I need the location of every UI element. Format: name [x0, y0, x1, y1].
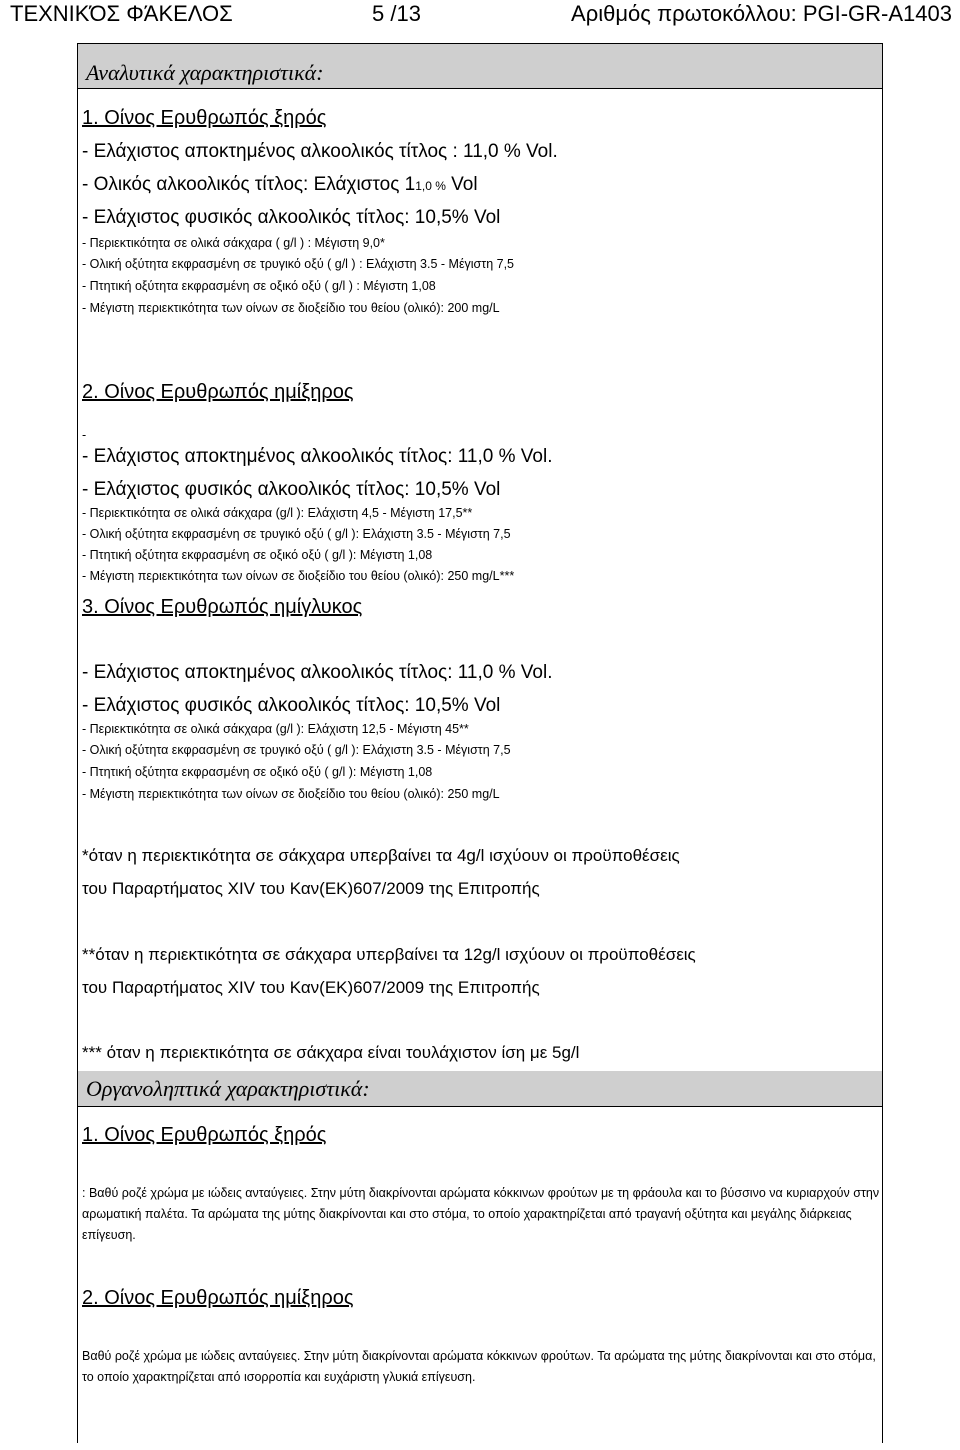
s1-line-3: - Ελάχιστος φυσικός αλκοολικός τίτλος: 10,5% Vol: [82, 207, 501, 228]
s2-line-1: - Ελάχιστος αποκτημένος αλκοολικός τίτλος: 11,0 % Vol.: [82, 446, 553, 467]
page-number: 5 /13: [372, 1, 421, 26]
s1-line-7: - Μέγιστη περιεκτικότητα των οίνων σε διοξείδιο του θείου (ολικό): 200 mg/L: [82, 301, 500, 315]
note-2-line-2: του Παραρτήματος XIV του Καν(ΕΚ)607/2009 της Επιτροπής: [82, 978, 540, 997]
analytical-heading-band: [77, 43, 883, 89]
s3-line-5: - Πτητική οξύτητα εκφρασμένη σε οξικό οξύ ( g/l ): Μέγιστη 1,08: [82, 765, 433, 779]
section-2-title: 2. Οίνος Ερυθρωπός ημίξηρος: [82, 381, 354, 403]
organoleptic-heading: Οργανοληπτικά χαρακτηριστικά:: [86, 1076, 370, 1101]
document-title: ΤΕΧΝΙΚΌΣ ΦΆΚΕΛΟΣ: [10, 1, 233, 26]
s1-line-4: - Περιεκτικότητα σε ολικά σάκχαρα ( g/l ) : Μέγιστη 9,0*: [82, 236, 385, 250]
organoleptic-1-text: : Βαθύ ροζέ χρώμα με ιώδεις ανταύγειες. Στην μύτη διακρίνονται αρώματα κόκκινων φρούτων με τη φράουλα και το βύσσινο να κυριαρχούν στην αρωματική παλέτα. Τα αρώματα της μύτης διακρίνονται και στο στόμα, το οποίο χαρακτηρίζεται από τραγανή οξύτητα και μεγάλης διάρκειας επίγευση.: [82, 1186, 880, 1242]
s1-line-2: - Ολικός αλκοολικός τίτλος: Ελάχιστος 11,0 % Vol: [82, 174, 478, 195]
s3-line-3: - Περιεκτικότητα σε ολικά σάκχαρα (g/l ): Ελάχιστη 12,5 - Μέγιστη 45**: [82, 722, 469, 736]
s1-line-6: - Πτητική οξύτητα εκφρασμένη σε οξικό οξύ ( g/l ) : Μέγιστη 1,08: [82, 279, 436, 293]
s1-line-1: - Ελάχιστος αποκτημένος αλκοολικός τίτλος : 11,0 % Vol.: [82, 141, 558, 162]
document-header: [0, 0, 960, 30]
organoleptic-2-title: 2. Οίνος Ερυθρωπός ημίξηρος: [82, 1287, 354, 1309]
s2-line-3: - Περιεκτικότητα σε ολικά σάκχαρα (g/l ): Ελάχιστη 4,5 - Μέγιστη 17,5**: [82, 506, 473, 520]
s3-line-1: - Ελάχιστος αποκτημένος αλκοολικός τίτλος: 11,0 % Vol.: [82, 662, 553, 683]
s2-dash: -: [82, 428, 87, 442]
organoleptic-1-title: 1. Οίνος Ερυθρωπός ξηρός: [82, 1124, 327, 1146]
s3-line-4: - Ολική οξύτητα εκφρασμένη σε τρυγικό οξύ ( g/l ): Ελάχιστη 3.5 - Μέγιστη 7,5: [82, 743, 511, 757]
note-1-line-2: του Παραρτήματος XIV του Καν(ΕΚ)607/2009 της Επιτροπής: [82, 879, 540, 898]
note-2-line-1: **όταν η περιεκτικότητα σε σάκχαρα υπερβαίνει τα 12g/l ισχύουν οι προϋποθέσεις: [82, 945, 696, 964]
s2-line-4: - Ολική οξύτητα εκφρασμένη σε τρυγικό οξύ ( g/l ): Ελάχιστη 3.5 - Μέγιστη 7,5: [82, 527, 511, 541]
s2-line-5: - Πτητική οξύτητα εκφρασμένη σε οξικό οξύ ( g/l ): Μέγιστη 1,08: [82, 548, 433, 562]
organoleptic-2-text: Βαθύ ροζέ χρώμα με ιώδεις ανταύγειες. Στην μύτη διακρίνονται αρώματα κόκκινων φρούτων. Τα αρώματα της μύτης διακρίνονται και στο στόμα, το οποίο χαρακτηρίζεται από ισορροπία και ευχάριστη γλυκιά επίγευση.: [82, 1349, 876, 1384]
section-1-title: 1. Οίνος Ερυθρωπός ξηρός: [82, 107, 327, 129]
section-3-title: 3. Οίνος Ερυθρωπός ημίγλυκος: [82, 596, 363, 618]
s3-line-2: - Ελάχιστος φυσικός αλκοολικός τίτλος: 10,5% Vol: [82, 695, 501, 716]
s1-line-5: - Ολική οξύτητα εκφρασμένη σε τρυγικό οξύ ( g/l ) : Ελάχιστη 3.5 - Μέγιστη 7,5: [82, 257, 515, 271]
s2-line-2: - Ελάχιστος φυσικός αλκοολικός τίτλος: 10,5% Vol: [82, 479, 501, 500]
note-1-line-1: *όταν η περιεκτικότητα σε σάκχαρα υπερβαίνει τα 4g/l ισχύουν οι προϋποθέσεις: [82, 846, 680, 865]
note-3: *** όταν η περιεκτικότητα σε σάκχαρα είναι τουλάχιστον ίση με 5g/l: [82, 1043, 580, 1062]
s3-line-6: - Μέγιστη περιεκτικότητα των οίνων σε διοξείδιο του θείου (ολικό): 250 mg/L: [82, 787, 500, 801]
analytical-heading: Αναλυτικά χαρακτηριστικά:: [86, 60, 324, 85]
s2-line-6: - Μέγιστη περιεκτικότητα των οίνων σε διοξείδιο του θείου (ολικό): 250 mg/L***: [82, 569, 515, 583]
organoleptic-heading-band: [77, 1071, 883, 1107]
protocol-number: Αριθμός πρωτοκόλλου: PGI-GR-A1403: [571, 1, 952, 26]
